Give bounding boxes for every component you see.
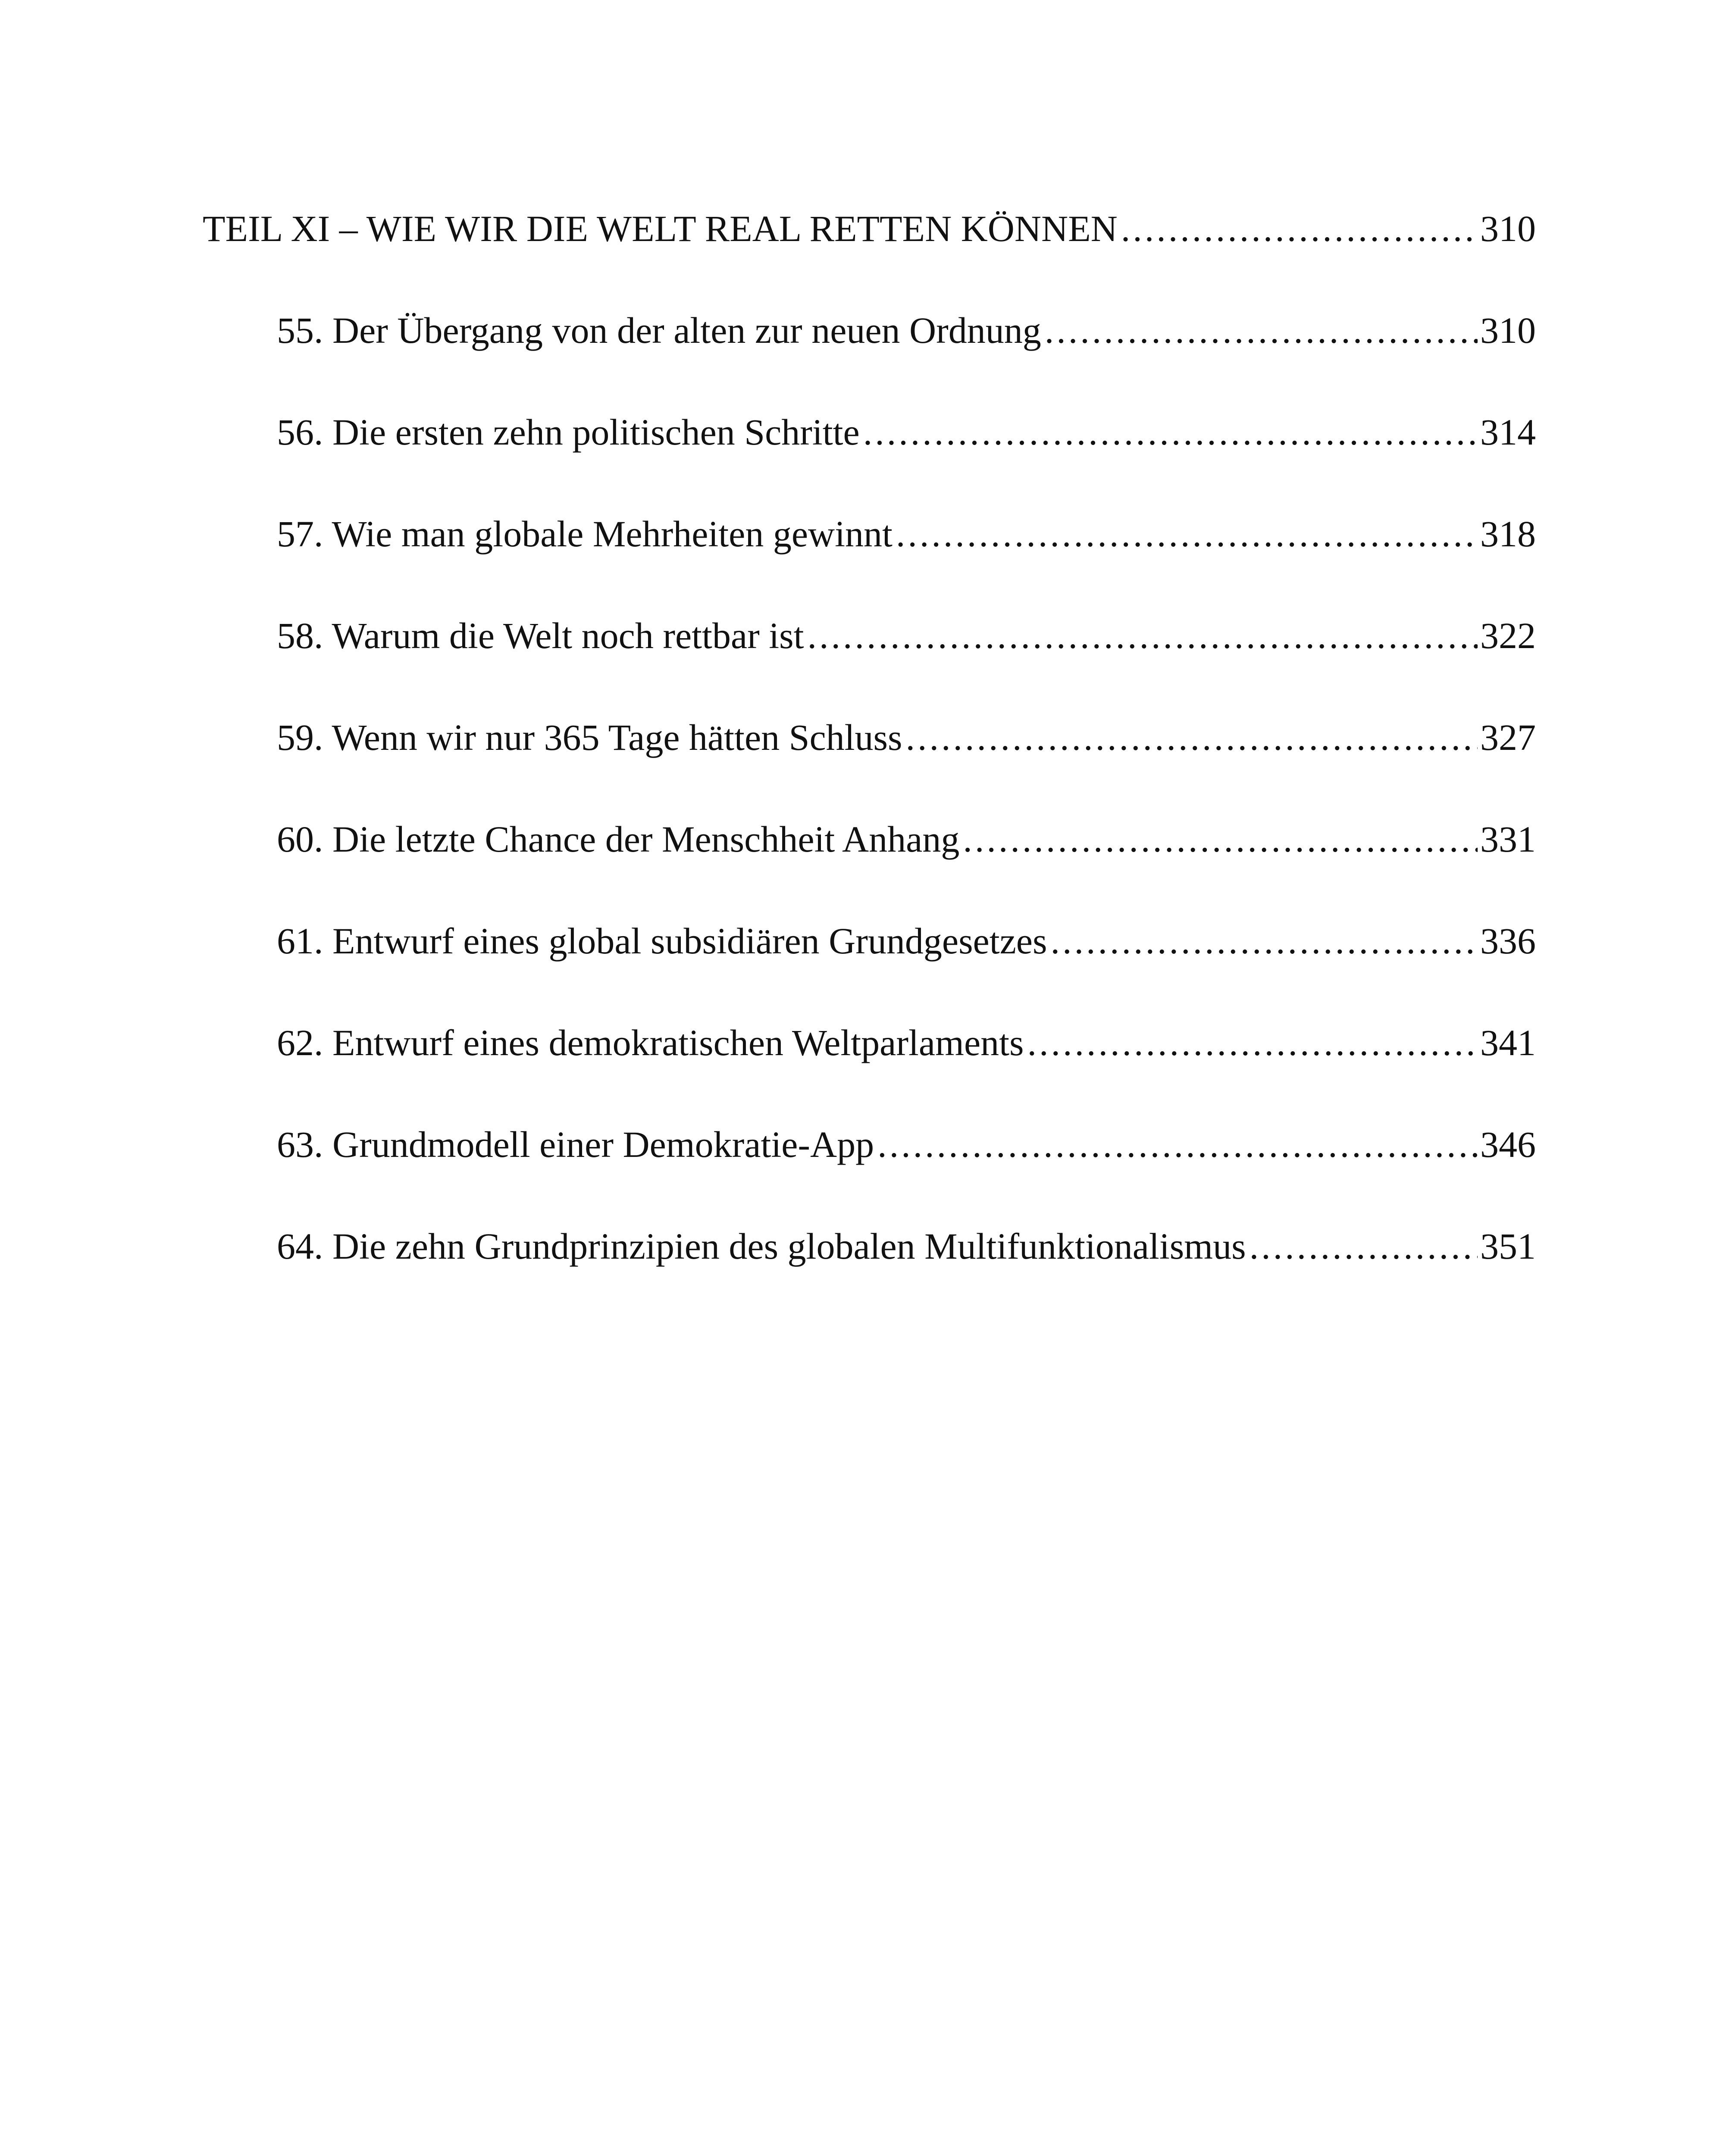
toc-chapter-title: 59. Wenn wir nur 365 Tage hätten Schluss bbox=[277, 717, 902, 758]
toc-page-number: 336 bbox=[1480, 920, 1536, 962]
toc-chapter-entry bbox=[203, 406, 1536, 508]
toc-page-number: 341 bbox=[1480, 1022, 1536, 1063]
table-of-contents bbox=[203, 203, 1536, 1322]
toc-page-number: 318 bbox=[1480, 513, 1536, 555]
toc-chapter-title: 63. Grundmodell einer Demokratie-App bbox=[277, 1124, 874, 1165]
toc-dot-leader bbox=[896, 508, 1478, 560]
toc-dot-leader bbox=[1027, 1017, 1478, 1069]
toc-chapter-title: 62. Entwurf eines demokratischen Weltparlaments bbox=[277, 1022, 1024, 1063]
toc-chapter-entry bbox=[203, 1220, 1536, 1322]
toc-chapter-title: 60. Die letzte Chance der Menschheit Anhang bbox=[277, 818, 960, 860]
toc-page-number: 327 bbox=[1480, 717, 1536, 758]
toc-chapter-entry bbox=[203, 711, 1536, 813]
toc-dot-leader bbox=[905, 711, 1478, 763]
toc-dot-leader bbox=[1045, 304, 1478, 356]
toc-chapter-title: 61. Entwurf eines global subsidiären Grundgesetzes bbox=[277, 920, 1047, 962]
toc-chapter-title: 58. Warum die Welt noch rettbar ist bbox=[277, 615, 804, 656]
toc-page-number: 314 bbox=[1480, 411, 1536, 453]
toc-chapter-entry bbox=[203, 915, 1536, 1017]
toc-chapter-entry bbox=[203, 813, 1536, 915]
toc-page-number: 346 bbox=[1480, 1124, 1536, 1165]
toc-dot-leader bbox=[808, 610, 1478, 661]
toc-chapter-title: 64. Die zehn Grundprinzipien des globalen Multifunktionalismus bbox=[277, 1225, 1246, 1267]
toc-page-number: 351 bbox=[1480, 1225, 1536, 1267]
toc-chapter-title: 56. Die ersten zehn politischen Schritte bbox=[277, 411, 860, 453]
toc-dot-leader bbox=[1250, 1220, 1478, 1272]
toc-chapter-entry bbox=[203, 508, 1536, 610]
toc-chapter-title: 57. Wie man globale Mehrheiten gewinnt bbox=[277, 513, 893, 555]
toc-chapter-entry bbox=[203, 304, 1536, 406]
toc-chapter-entry bbox=[203, 1017, 1536, 1119]
toc-dot-leader bbox=[1050, 915, 1478, 967]
toc-part-entry bbox=[203, 203, 1536, 304]
toc-dot-leader bbox=[1121, 203, 1478, 254]
toc-chapter-entry bbox=[203, 1119, 1536, 1220]
toc-page-number: 331 bbox=[1480, 818, 1536, 860]
toc-chapter-entry bbox=[203, 610, 1536, 711]
toc-dot-leader bbox=[863, 406, 1478, 458]
toc-dot-leader bbox=[877, 1119, 1478, 1170]
toc-chapter-title: 55. Der Übergang von der alten zur neuen Ordnung bbox=[277, 310, 1041, 351]
toc-page-number: 310 bbox=[1480, 310, 1536, 351]
toc-part-title: TEIL XI – WIE WIR DIE WELT REAL RETTEN KÖNNEN bbox=[203, 208, 1118, 249]
toc-page-number: 310 bbox=[1480, 208, 1536, 249]
toc-dot-leader bbox=[963, 813, 1478, 865]
toc-page-number: 322 bbox=[1480, 615, 1536, 656]
